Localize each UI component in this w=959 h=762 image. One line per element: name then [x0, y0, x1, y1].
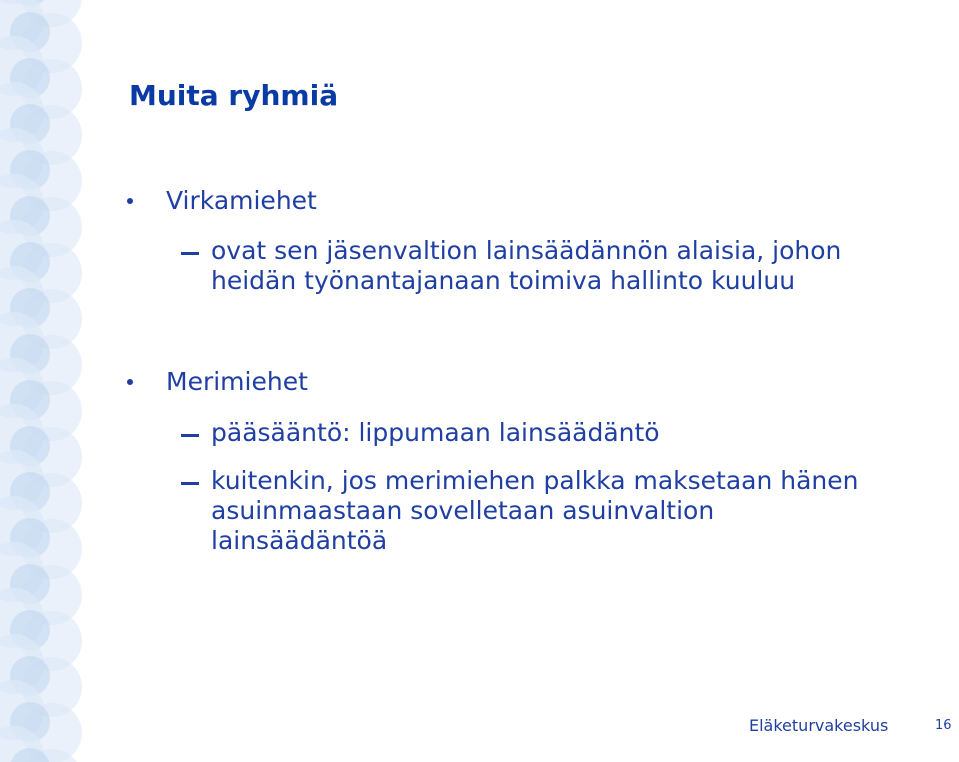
bullet-dot-icon — [127, 379, 133, 385]
subitem-text: ovat sen jäsenvaltion lainsäädännön alaisia, johon heidän työnantajanaan toimiva hallinto kuuluu — [211, 236, 842, 295]
page-number: 16 — [935, 718, 952, 733]
dash-bullet-icon — [181, 252, 199, 255]
footer-organization: Eläketurvakeskus — [749, 716, 889, 735]
dash-bullet-icon — [181, 482, 199, 485]
dash-bullet-icon — [181, 434, 199, 437]
bullet-label: Merimiehet — [166, 367, 308, 396]
subitem-text: kuitenkin, jos merimiehen palkka maksetaan hänen asuinmaastaan sovelletaan asuinvaltion lainsäädäntöä — [211, 466, 859, 555]
bullet-dot-icon — [127, 198, 133, 204]
slide-title: Muita ryhmiä — [129, 79, 339, 112]
subitem-text: pääsääntö: lippumaan lainsäädäntö — [211, 418, 660, 447]
bullet-label: Virkamiehet — [166, 186, 317, 215]
